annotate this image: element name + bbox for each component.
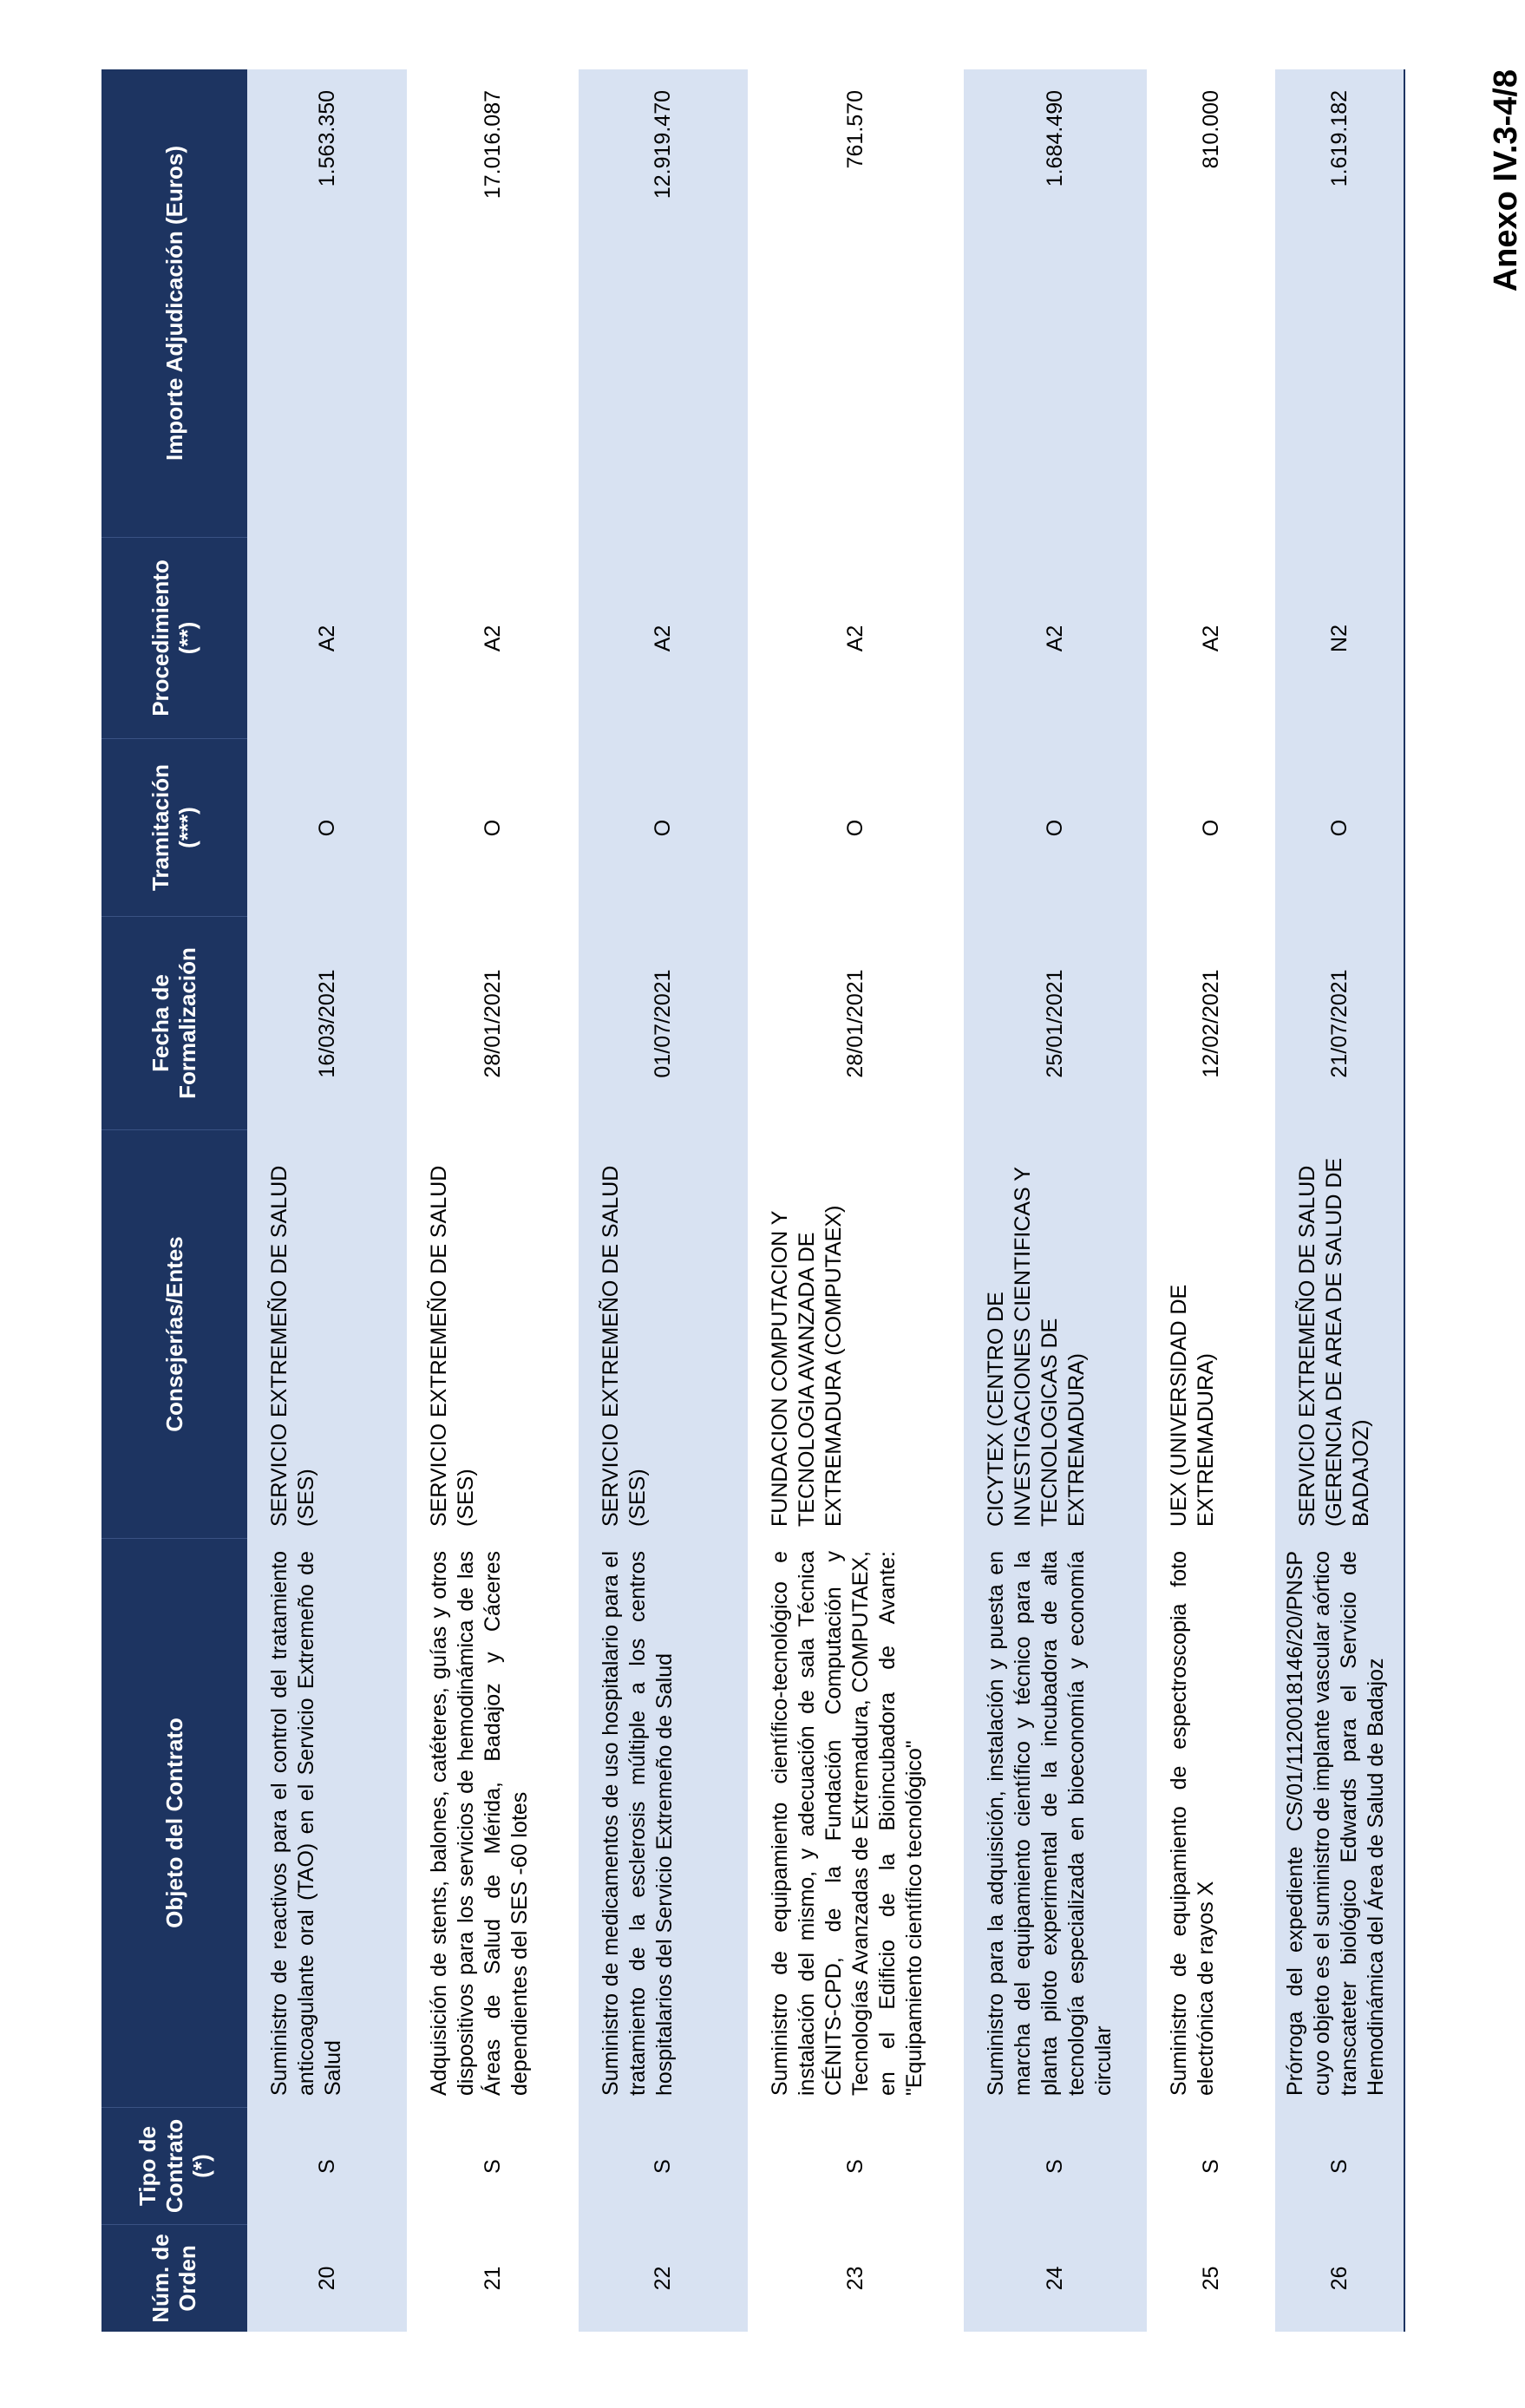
cell-objeto: Suministro de equipamiento científico-tecnológico e instalación del mismo, y adecuación de sala Técnica CÉNITS-CPD, de la Fundación Computación y Tecnologías Avanzadas de Extremadura, COMPUTAEX, en el Edificio de la Bioincubadora de Avante: "Equipamiento científico tecnológico"	[768, 1551, 926, 2096]
cell-tramitacion: O	[843, 819, 867, 837]
cell-consejeria: SERVICIO EXTREMEÑO DE SALUD (SES)	[427, 1165, 478, 1527]
cell-consejeria: SERVICIO EXTREMEÑO DE SALUD (SES)	[599, 1165, 650, 1527]
cell-tipo: S	[1043, 2159, 1067, 2174]
cell-objeto: Suministro de reactivos para el control del tratamiento anticoagulante oral (TAO) en el Servicio Extremeño de Salud	[267, 1551, 345, 2096]
cell-num: 24	[1043, 2266, 1067, 2291]
cell-fecha: 28/01/2021	[843, 969, 867, 1078]
table-row	[579, 69, 748, 2332]
cell-importe: 1.563.350	[314, 90, 339, 187]
cell-consejeria: FUNDACION COMPUTACION Y TECNOLOGIA AVANZADA DE EXTREMADURA (COMPUTAEX)	[768, 1205, 846, 1527]
cell-tipo: S	[843, 2159, 867, 2174]
header-objeto: Objeto del Contrato	[101, 1539, 247, 2108]
cell-tramitacion: O	[1043, 819, 1067, 837]
cell-procedimiento: N2	[1326, 625, 1352, 652]
cell-tramitacion: O	[1326, 819, 1352, 837]
cell-fecha: 12/02/2021	[1198, 969, 1223, 1078]
cell-objeto: Suministro de equipamiento de espectroscopia foto electrónica de rayos X	[1167, 1551, 1218, 2096]
header-consejerias: Consejerías/Entes	[101, 1130, 247, 1539]
cell-tramitacion: O	[480, 819, 505, 837]
header-tipo: Tipo de Contrato (*)	[101, 2108, 247, 2225]
cell-procedimiento: A2	[1043, 625, 1067, 652]
cell-procedimiento: A2	[480, 625, 505, 652]
header-fecha: Fecha de Formalización	[101, 917, 247, 1130]
cell-importe: 12.919.470	[651, 90, 675, 200]
cell-procedimiento: A2	[1198, 625, 1223, 652]
table-bottom-rule	[1404, 69, 1405, 2332]
cell-objeto: Prórroga del expediente CS/01/1120018146/20/PNSP cuyo objeto es el suministro de implante vascular aórtico transcateter biológico Edwards para el Servicio de Hemodinámica del Área de Salud de Badajoz	[1283, 1551, 1388, 2096]
header-procedimiento: Procedimiento (**)	[101, 538, 247, 739]
header-num: Núm. de Orden	[147, 2234, 200, 2323]
cell-importe: 810.000	[1198, 90, 1223, 169]
cell-objeto: Suministro de medicamentos de uso hospitalario para el tratamiento de la esclerosis múltiple a los centros hospitalarios del Servicio Extremeño de Salud	[599, 1551, 677, 2096]
cell-fecha: 28/01/2021	[480, 969, 505, 1078]
cell-num: 26	[1326, 2266, 1352, 2291]
table-header	[101, 69, 247, 2332]
cell-tipo: S	[651, 2159, 675, 2174]
cell-tipo: S	[314, 2159, 339, 2174]
cell-tipo: S	[1326, 2159, 1352, 2174]
cell-consejeria: SERVICIO EXTREMEÑO DE SALUD (SES)	[267, 1165, 318, 1527]
cell-fecha: 16/03/2021	[314, 969, 339, 1078]
cell-procedimiento: A2	[843, 625, 867, 652]
cell-objeto: Suministro para la adquisición, instalación y puesta en marcha del equipamiento científico y técnico para la planta piloto experimental de la incubadora de alta tecnología especializada en bioeconomía y economía circular	[984, 1551, 1116, 2096]
cell-num: 23	[843, 2266, 867, 2291]
table-row	[407, 69, 579, 2332]
cell-procedimiento: A2	[314, 625, 339, 652]
cell-importe: 761.570	[843, 90, 867, 169]
cell-num: 25	[1198, 2266, 1223, 2291]
contracts-table	[101, 69, 1405, 2332]
cell-tramitacion: O	[314, 819, 339, 837]
header-tramitacion: Tramitación (***)	[101, 739, 247, 917]
cell-consejeria: CICYTEX (CENTRO DE INVESTIGACIONES CIENTIFICAS Y TECNOLOGICAS DE EXTREMADURA)	[984, 1167, 1089, 1527]
table-row	[1147, 69, 1275, 2332]
cell-tramitacion: O	[651, 819, 675, 837]
cell-procedimiento: A2	[651, 625, 675, 652]
annex-label: Anexo IV.3-4/8	[1488, 69, 1524, 292]
header-importe: Importe Adjudicación (Euros)	[101, 69, 247, 538]
cell-consejeria: SERVICIO EXTREMEÑO DE SALUD (GERENCIA DE AREA DE SALUD DE BADAJOZ)	[1295, 1157, 1373, 1527]
cell-fecha: 25/01/2021	[1043, 969, 1067, 1078]
cell-tramitacion: O	[1198, 819, 1223, 837]
table-row	[748, 69, 964, 2332]
cell-tipo: S	[1198, 2159, 1223, 2174]
cell-fecha: 21/07/2021	[1326, 969, 1352, 1078]
cell-fecha: 01/07/2021	[651, 969, 675, 1078]
table-row	[247, 69, 407, 2332]
table-row	[964, 69, 1147, 2332]
cell-tipo: S	[480, 2159, 505, 2174]
cell-importe: 1.619.182	[1326, 90, 1352, 187]
cell-num: 21	[480, 2266, 505, 2291]
cell-num: 22	[651, 2266, 675, 2291]
cell-consejeria: UEX (UNIVERSIDAD DE EXTREMADURA)	[1167, 1284, 1218, 1527]
table-row	[1275, 69, 1404, 2332]
cell-importe: 1.684.490	[1043, 90, 1067, 187]
cell-importe: 17.016.087	[480, 90, 505, 200]
cell-objeto: Adquisición de stents, balones, catéteres, guías y otros dispositivos para los servicios de hemodinámica de las Áreas de Salud de Mérida, Badajoz y Cáceres dependientes del SES -60 lotes	[427, 1551, 532, 2096]
cell-num: 20	[314, 2266, 339, 2291]
